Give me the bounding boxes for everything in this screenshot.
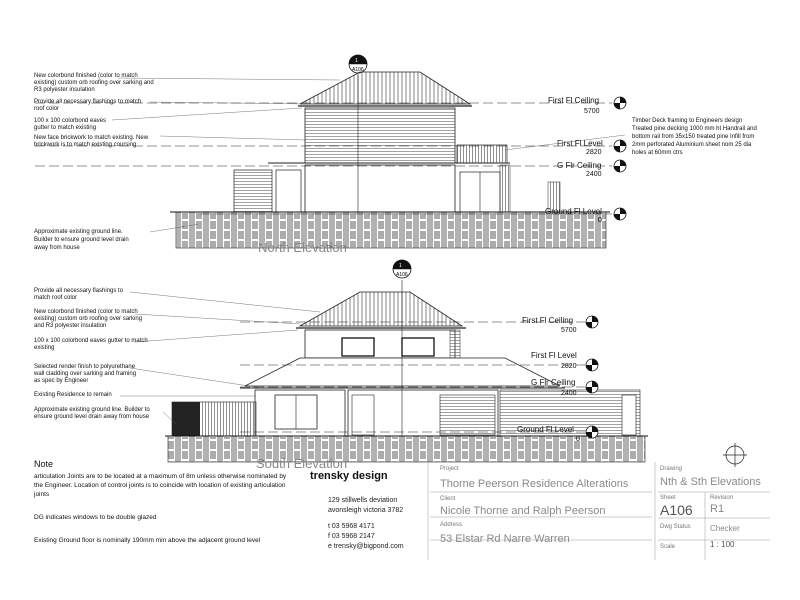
note-line: New colorbond finished (color to match xyxy=(34,309,138,315)
north-point-icon xyxy=(723,443,747,467)
south-level-label: Ground Fl Level xyxy=(517,425,574,434)
revision-label: Revision xyxy=(710,495,734,501)
note-line: and R3 polyester insulation xyxy=(34,323,107,329)
note-line: Selected render finish to polyurethane xyxy=(34,364,136,370)
north-level-value: 0 xyxy=(598,217,602,224)
note-line: existing) custom orb roofing over sarking and xyxy=(34,80,154,86)
south-ground xyxy=(168,436,645,462)
note-line: holes at 60mm ctrs xyxy=(632,150,683,156)
north-level-value: 5700 xyxy=(584,108,600,115)
deck-note xyxy=(632,118,757,156)
note-line: ensure ground level drain away from house xyxy=(34,414,150,420)
note-line: gutter to match existing xyxy=(34,125,97,131)
note-item: Existing Ground floor is nominally 190mm min above the adjacent ground level xyxy=(34,537,261,544)
firm-contacts xyxy=(328,522,404,552)
north-level-label: G Flr Ceiling xyxy=(557,161,602,170)
note-line: brickwork is to match existing coursing xyxy=(34,142,137,148)
north-deck-rail xyxy=(457,145,507,163)
firm-name: trensky design xyxy=(310,470,388,482)
note-line: match roof color xyxy=(34,295,78,301)
notes-heading: Note xyxy=(34,459,54,469)
note-line: existing xyxy=(34,345,55,351)
south-level-label: First Fl Ceiling xyxy=(522,316,574,325)
north-annotations xyxy=(34,73,154,251)
client-name: Nicole Thorne and Ralph Peerson xyxy=(440,505,606,517)
site-address: 53 Elstar Rd Narre Warren xyxy=(440,533,570,545)
south-level-value: 2820 xyxy=(561,363,577,370)
note-line: Treated pine decking 1000 mm ht Handrail and xyxy=(632,126,757,132)
note-line: Builder to ensure ground level drain xyxy=(34,237,129,243)
south-annotations xyxy=(33,288,150,420)
address-label: Address xyxy=(440,522,463,528)
note-line: 2mm perforated Aluminium sheet nom 25 dia xyxy=(632,142,752,148)
sheet-label: Sheet xyxy=(660,495,676,501)
status-label: Dwg Status xyxy=(660,524,691,530)
note-line: Approximate existing ground line. xyxy=(34,229,123,235)
note-line: Provide all necessary flashings to match xyxy=(34,99,142,105)
client-label: Client xyxy=(440,496,456,502)
firm-address-line: avonsleigh victoria 3782 xyxy=(328,507,404,514)
revision-number: R1 xyxy=(710,503,725,515)
note-line: Provide all necessary flashings to xyxy=(34,288,124,294)
note-line: New face brickwork to match existing. New xyxy=(34,135,149,141)
project-label: Project xyxy=(440,466,459,472)
note-line: as spec by Engineer xyxy=(34,378,89,384)
project-name: Thorne Peerson Residence Alterations xyxy=(440,478,629,490)
firm-fax: f 03 5968 2147 xyxy=(328,533,375,540)
note-line: roof color xyxy=(34,106,60,112)
north-upper-storey xyxy=(305,108,455,163)
checker-label: Checker xyxy=(710,524,740,533)
south-level-label: First Fl Level xyxy=(531,351,577,360)
drawing-label: Drawing xyxy=(660,466,683,472)
note-line: 100 x 100 colorbond eaves gutter to match xyxy=(34,338,148,344)
note-line: existing) custom orb roofing over sarking xyxy=(34,316,143,322)
note-line: New colorbond finished (color to match xyxy=(34,73,138,79)
drawing-name: Nth & Sth Elevations xyxy=(660,476,761,488)
north-level-label: Ground Fl Level xyxy=(545,207,602,216)
note-item: DG indicates windows to be double glazed xyxy=(34,514,157,521)
north-elevation-title: North Elevation xyxy=(258,240,347,255)
scale-value: 1 : 100 xyxy=(710,540,735,549)
south-marker-top: 1 xyxy=(399,263,402,269)
south-level-value: 0 xyxy=(576,436,580,443)
firm-address-line: 129 stillwells deviation xyxy=(328,497,398,504)
north-level-label: First Fl Level xyxy=(557,139,603,148)
south-level-value: 5700 xyxy=(561,327,577,334)
firm-email: e trensky@bigpond.com xyxy=(328,543,404,550)
south-marker-bottom: A106 xyxy=(396,272,408,278)
note-line: Timber Deck framing to Engineers design xyxy=(632,118,743,124)
south-elevation xyxy=(33,260,648,471)
general-notes xyxy=(34,460,294,545)
scale-label: Scale xyxy=(660,544,676,550)
south-level-label: G Flr Ceiling xyxy=(531,378,576,387)
note-line: bottom rail from 35x150 treated pine Infill from xyxy=(632,134,755,140)
south-roof xyxy=(300,292,462,326)
firm-phone: t 03 5968 4171 xyxy=(328,523,375,530)
firm-address xyxy=(328,496,403,516)
note-item: articulation Joints are to be located at a maximum of 8m unless otherwise nominated by the Engineer. Location of control joints is to coincide with location of existing articulation joints xyxy=(34,473,287,498)
north-level-markers xyxy=(614,97,626,220)
north-marker-top: 1 xyxy=(355,58,358,64)
sheet-number: A106 xyxy=(660,502,693,518)
north-level-value: 2400 xyxy=(586,171,602,178)
north-marker-bottom: A106 xyxy=(352,67,364,73)
note-line: Existing Residence to remain xyxy=(34,392,112,398)
note-line: wall cladding over sarking and framing xyxy=(34,371,137,377)
note-line: away from house xyxy=(34,245,80,251)
note-line: Approximate existing ground line. Builder to xyxy=(34,407,150,413)
north-level-label: First Fl Ceiling xyxy=(548,96,600,105)
south-section-marker xyxy=(393,260,411,278)
note-line: 100 x 100 colorbond eaves xyxy=(34,118,107,124)
north-elevation xyxy=(34,55,757,255)
north-section-marker xyxy=(349,55,367,73)
south-elevation-title: South Elevation xyxy=(256,456,348,471)
south-level-value: 2400 xyxy=(561,390,577,397)
note-line: R3 polyester insulation xyxy=(34,87,95,93)
north-roof xyxy=(300,72,470,104)
north-ground xyxy=(176,212,606,248)
north-level-value: 2820 xyxy=(586,149,602,156)
